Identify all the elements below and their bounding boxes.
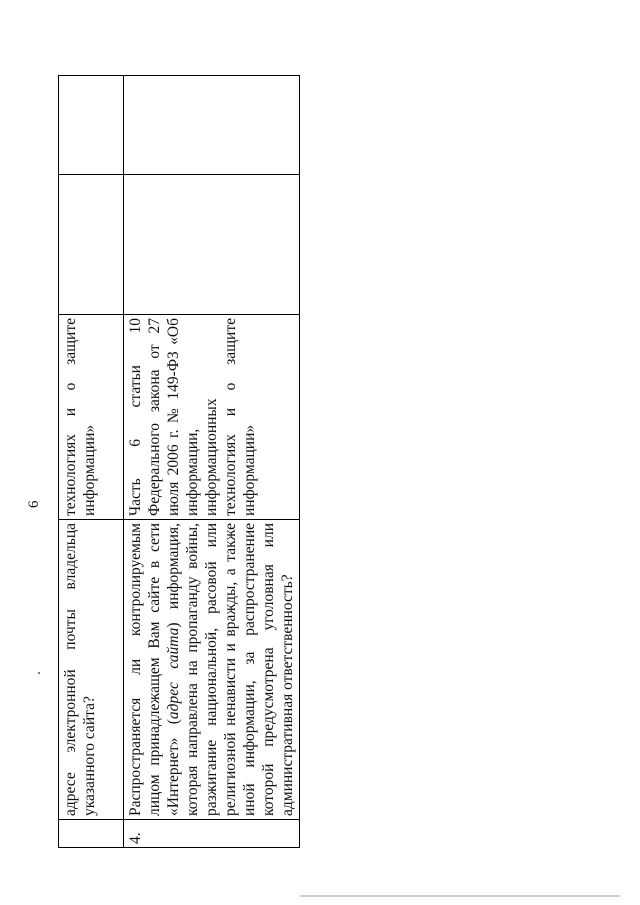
checklist-table	[58, 75, 300, 848]
row-number-cell: 4.	[124, 820, 300, 848]
scan-speck	[38, 672, 40, 674]
table-row	[124, 76, 300, 848]
answer-cell	[124, 175, 300, 315]
question-text-after: ) информация, которая направлена на пропаганду войны, разжигание национальной, расовой или религиозной ненависти и вражды, а также иной информации, за распространение которой предусмотрена уголовная или административная ответственность?	[165, 523, 296, 816]
scan-edge-line	[300, 895, 620, 897]
row-number-cell	[59, 820, 124, 848]
site-address-placeholder: адрес сайта	[165, 627, 182, 720]
law-reference-cell: технологиях и о защите информации»	[59, 315, 124, 520]
note-cell	[59, 76, 124, 175]
rotated-table-block	[26, 76, 296, 848]
answer-cell	[59, 175, 124, 315]
note-cell	[124, 76, 300, 175]
page-number: 6	[26, 500, 42, 508]
table-row	[59, 76, 124, 848]
question-cell	[124, 520, 300, 820]
law-reference-cell: Часть 6 статьи 10 Федерального закона от 27 июля 2006 г. № 149-ФЗ «Об информации, информационных технологиях и о защите информации»	[124, 315, 300, 520]
question-cell: адресе электронной почты владельца указанного сайта?	[59, 520, 124, 820]
question-text-before: Распространяется ли контролируемым лицом принадлежащем Вам сайте в сети «Интернет» (	[127, 523, 182, 816]
